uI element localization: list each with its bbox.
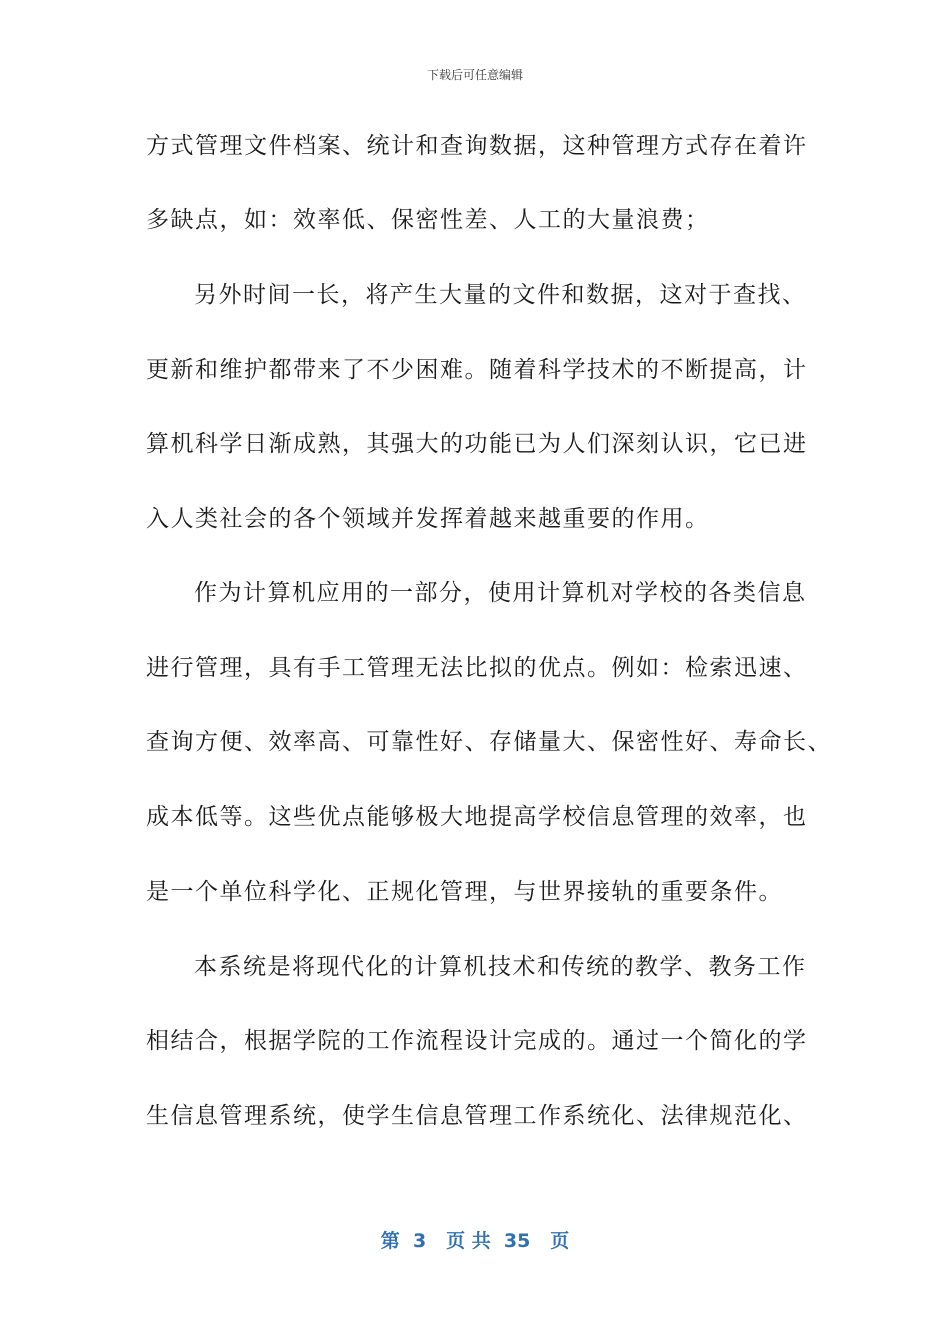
body-line: 相结合，根据学院的工作流程设计完成的。通过一个简化的学 (146, 1028, 808, 1054)
page-footer: 第 3 页 共 35 页 (380, 1230, 570, 1252)
page-header: 下载后可任意编辑 (426, 68, 523, 82)
body-line: 更新和维护都带来了不少困难。随着科学技术的不断提高，计 (146, 357, 808, 383)
body-line: 查询方便、效率高、可靠性好、存储量大、保密性好、寿命长、 (146, 729, 832, 755)
body-line: 生信息管理系统，使学生信息管理工作系统化、法律规范化、 (146, 1103, 808, 1129)
body-line: 方式管理文件档案、统计和查询数据，这种管理方式存在着许 (146, 133, 808, 159)
body-line: 多缺点，如：效率低、保密性差、人工的大量浪费； (146, 207, 710, 233)
body-line: 另外时间一长，将产生大量的文件和数据，这对于查找、 (194, 282, 807, 308)
body-line: 算机科学日渐成熟，其强大的功能已为人们深刻认识，它已进 (146, 431, 808, 457)
body-line: 是一个单位科学化、正规化管理，与世界接轨的重要条件。 (146, 879, 783, 905)
body-line: 本系统是将现代化的计算机技术和传统的教学、教务工作 (194, 954, 807, 980)
body-line: 进行管理，具有手工管理无法比拟的优点。例如：检索迅速、 (146, 655, 808, 681)
body-line: 入人类社会的各个领域并发挥着越来越重要的作用。 (146, 506, 710, 532)
body-line: 成本低等。这些优点能够极大地提高学校信息管理的效率，也 (146, 804, 808, 830)
body-line: 作为计算机应用的一部分，使用计算机对学校的各类信息 (194, 580, 807, 606)
